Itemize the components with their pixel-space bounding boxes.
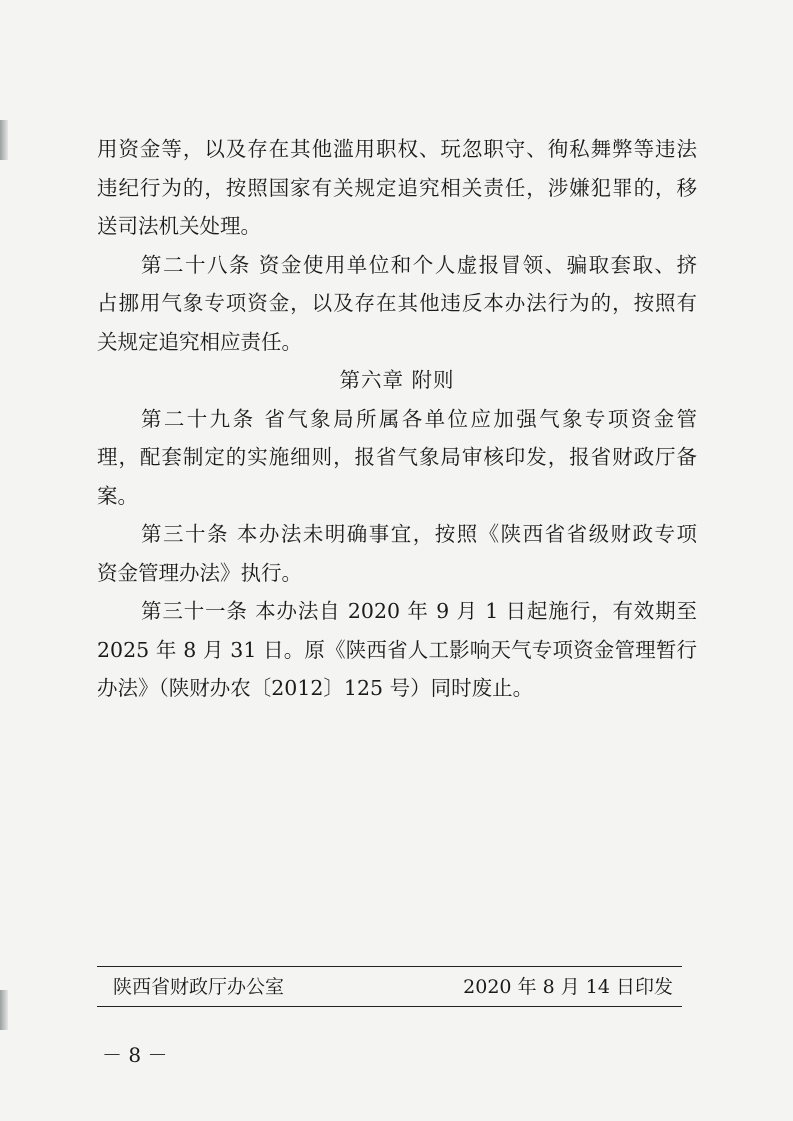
body-line: 送司法机关处理。 bbox=[97, 214, 261, 238]
body-line: 资金管理办法》执行。 bbox=[97, 560, 302, 585]
article-31-start: 第三十一条 本办法自 2020 年 9 月 1 日起施行，有效期至 bbox=[141, 599, 697, 623]
body-line: 案。 bbox=[97, 483, 138, 508]
body-line: 占挪用气象专项资金，以及存在其他违反本办法行为的，按照有 bbox=[97, 291, 697, 315]
footer-print-date: 2020 年 8 月 14 日印发 bbox=[463, 976, 673, 998]
article-28-start: 第二十八条 资金使用单位和个人虚报冒领、骗取套取、挤 bbox=[141, 252, 697, 277]
scan-edge-mark bbox=[0, 990, 8, 1030]
body-line: 理，配套制定的实施细则，报省气象局审核印发，报省财政厅备 bbox=[97, 445, 697, 469]
footer-rule-bottom bbox=[97, 1006, 682, 1007]
footer-rule-top bbox=[97, 966, 682, 967]
body-line: 用资金等，以及存在其他滥用职权、玩忽职守、徇私舞弊等违法 bbox=[97, 137, 697, 161]
scan-edge-mark bbox=[0, 120, 8, 160]
body-line: 关规定追究相应责任。 bbox=[97, 329, 302, 354]
chapter-heading: 第六章 附则 bbox=[339, 368, 455, 392]
article-29-start: 第二十九条 省气象局所属各单位应加强气象专项资金管 bbox=[141, 406, 697, 431]
footer-issuer: 陕西省财政厅办公室 bbox=[113, 976, 285, 998]
body-line: 违纪行为的，按照国家有关规定追究相关责任，涉嫌犯罪的，移 bbox=[97, 175, 697, 200]
body-line: 2025 年 8 月 31 日。原《陕西省人工影响天气专项资金管理暂行 bbox=[97, 637, 697, 662]
body-line: 办法》（陕财办农〔2012〕125 号）同时废止。 bbox=[97, 676, 534, 700]
article-30-start: 第三十条 本办法未明确事宜，按照《陕西省省级财政专项 bbox=[141, 522, 697, 546]
document-body bbox=[97, 130, 697, 708]
page-number: － 8 － bbox=[102, 1043, 168, 1067]
